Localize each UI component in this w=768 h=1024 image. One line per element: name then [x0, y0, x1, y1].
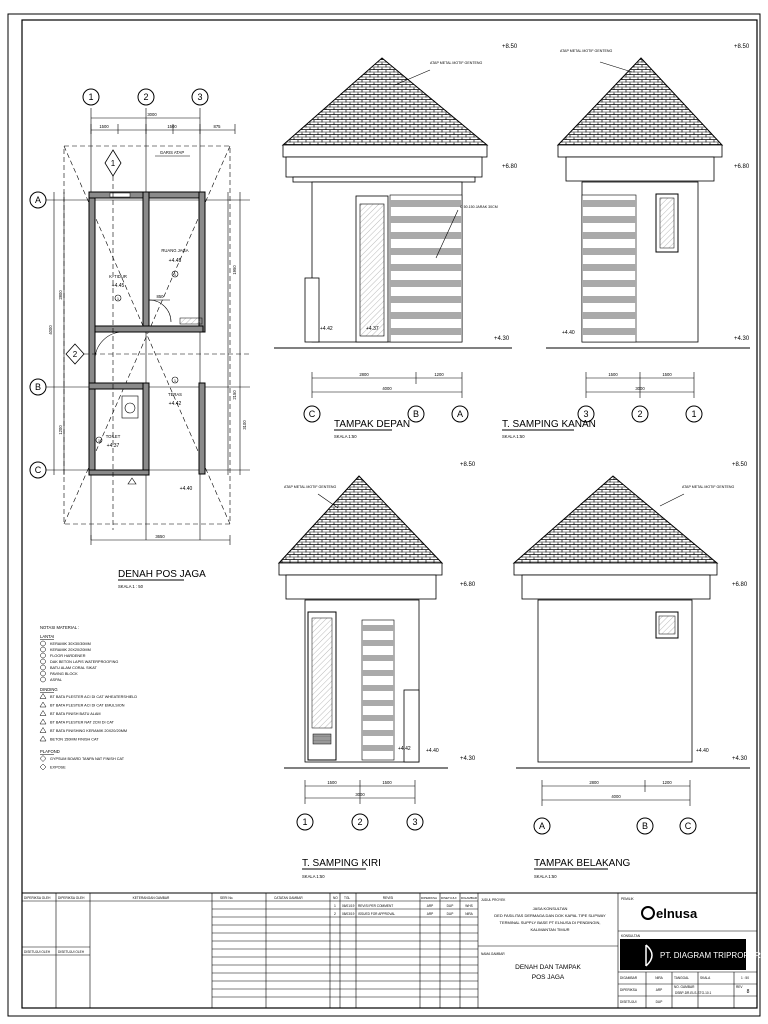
elevation-belakang [514, 462, 750, 879]
level-depan-1: +8.50 [502, 44, 518, 50]
dim-top-3: 1500 [167, 124, 177, 129]
scale-kanan: SKALA 1:50 [502, 434, 525, 439]
title-belakang: TAMPAK BELAKANG [534, 858, 631, 869]
room-name-toilet: TOILET [105, 434, 121, 439]
elevation-depan [274, 44, 518, 439]
tb-header-3: KETERANGAN GAMBAR [132, 896, 170, 900]
meta-2-v: ARP [655, 988, 663, 992]
nama-gambar-label: NAMA GAMBAR [481, 952, 505, 956]
notes-item-lantai-0: KERAMIK 30X30/30MM [50, 642, 91, 646]
dim-depan-1: 2800 [359, 372, 369, 377]
notes-marker-lantai-4 [41, 665, 46, 670]
dim-depan-2: 1200 [434, 372, 444, 377]
rev2-b: DUP [446, 912, 454, 916]
room-level-tidur: +4.45 [111, 283, 125, 289]
roof-note-kanan: ATAP METAL MOTIF GENTENG [560, 49, 613, 53]
notes-item-lantai-1: KERAMIK 20X20/20MM [50, 648, 91, 652]
meta-3-v: DUP [655, 1000, 663, 1004]
tb-header-6: NO [333, 896, 338, 900]
section-marker-1-label: 1 [110, 159, 116, 168]
scale-belakang: SKALA 1:50 [534, 874, 557, 879]
roof-note-belakang: ATAP METAL MOTIF GENTENG [682, 485, 735, 489]
dim-kanan-1: 1500 [608, 372, 618, 377]
dim-right-2: 2150 [232, 390, 237, 400]
judul-line-2: DED FASILITAS DERMAGA DAN DOK KAPAL TIPE SLIPWAY [494, 913, 606, 918]
tb-header-8: REVISI [382, 896, 394, 900]
rev1-tgl: 06/01/19 [342, 904, 355, 908]
rev2-a: ARP [426, 912, 434, 916]
dim-left-2: 4000 [48, 325, 53, 335]
tb-header-11: DIGAMBAR [461, 896, 478, 900]
roof-belakang [514, 476, 717, 563]
notes-header: NOTASI MATERIAL : [40, 625, 80, 630]
plan-title: DENAH POS JAGA [118, 569, 206, 580]
level-kiri-5: +4.30 [460, 756, 476, 762]
notes-marker-lantai-2 [41, 653, 46, 658]
meta-2-k: DIPERIKSA [620, 988, 638, 992]
room-tag-tidur: 1 [116, 296, 120, 301]
level-depan-4: +4.37 [366, 326, 379, 332]
floor-plan [30, 89, 250, 589]
grid-depan-3: A [456, 409, 464, 419]
plan-dims-right [228, 192, 247, 475]
nama-gambar-2: POS JAGA [531, 974, 565, 981]
dim-right-3: 3100 [242, 420, 247, 430]
grid-label-row-B: B [34, 382, 42, 392]
meta-2-v2: DSBP-DR-ELS-STG-10.1 [675, 991, 712, 995]
dim-850: 850 [156, 294, 164, 299]
room-name-tidur: K. TIDUR [109, 274, 127, 279]
notes-marker-plafond-1 [40, 764, 46, 770]
dim-kiri-1: 1500 [327, 780, 337, 785]
level-depan-3: +4.42 [320, 326, 333, 332]
notes-marker-dinding-1 [40, 702, 46, 707]
rev1-revisi: REVISI PER COMMENT [358, 904, 394, 908]
roof-kiri [279, 476, 442, 563]
notes-title-lantai: LANTAI [40, 634, 55, 639]
siding-kanan [582, 195, 636, 342]
level-belakang-1: +8.50 [732, 462, 748, 468]
dim-bottom: 3650 [155, 534, 165, 539]
dim-left-1: 2800 [58, 290, 63, 300]
dim-belakang-2: 1200 [662, 780, 672, 785]
roof-depan [283, 58, 487, 145]
tb-header-7: TGL [344, 896, 351, 900]
siding-kiri [362, 620, 394, 760]
tb-header-1: DIPERIKSA OLEH [24, 896, 51, 900]
judul-line-1: JASA KONSULTAN [532, 906, 568, 911]
level-belakang-2: +6.80 [732, 582, 748, 588]
plan-scale: SKALA 1 : 50 [118, 584, 143, 589]
dim-belakang-3: 4000 [611, 794, 621, 799]
level-kanan-1: +8.50 [734, 44, 750, 50]
title-block [22, 893, 768, 1008]
level-depan-5: +4.30 [494, 336, 510, 342]
rev1-a: ARP [426, 904, 434, 908]
grid-belakang-2: B [641, 821, 649, 831]
grid-label-row-A: A [34, 195, 42, 205]
notes-marker-lantai-5 [41, 671, 46, 676]
rev1-b: DUP [446, 904, 454, 908]
owner-name: elnusa [656, 906, 698, 921]
title-kiri: T. SAMPING KIRI [302, 858, 381, 869]
notes-item-dinding-2: BT BATA FINISH BATU ALAM [50, 712, 101, 716]
level-kanan-4: +4.30 [734, 336, 750, 342]
room-level-teras: +4.42 [168, 401, 182, 407]
notes-item-plafond-0: GYPSUM BOARD TANPA NAT FINISH CAT [50, 757, 125, 761]
pemilik-label: PEMILIK [621, 897, 634, 901]
dim-kiri-3: 3000 [355, 792, 365, 797]
room-tag-teras: 1 [173, 378, 177, 383]
siding-depan [390, 195, 462, 342]
level-depan-2: +6.80 [502, 164, 518, 170]
disetujui-1: DISETUJUI OLEH [24, 950, 51, 954]
level-kanan-3: +4.40 [562, 330, 575, 336]
room-level-jaga: +4.45 [168, 258, 182, 264]
rev1-no: 1 [334, 904, 336, 908]
grid-label-row-C: C [34, 465, 42, 475]
notes-marker-dinding-5 [40, 736, 46, 741]
toilet-fixture [122, 396, 138, 418]
notes-marker-lantai-0 [41, 641, 46, 646]
room-level-toilet: +4.37 [106, 443, 120, 449]
notes-marker-dinding-3 [40, 719, 46, 724]
elevation-kiri [279, 462, 476, 879]
konsultan-label: KONSULTAN [621, 934, 641, 938]
meta-1-k3: SKALA [700, 976, 711, 980]
notes-marker-lantai-3 [41, 659, 46, 664]
notes-item-dinding-4: BT BATA FINISHING KERAMIK 20X20/20MM [50, 729, 128, 733]
garis-atap-label: GARIS ATAP [159, 150, 185, 155]
tb-header-4: SERI No. [220, 896, 234, 900]
title-depan: TAMPAK DEPAN [334, 419, 411, 430]
plan-dims-left [48, 192, 64, 475]
elnusa-logo-icon [642, 907, 654, 919]
grid-kanan-2: 2 [637, 409, 643, 419]
consultant-name: PT. DIAGRAM TRIPROPORSI [660, 951, 768, 960]
dim-top-4: 875 [213, 124, 221, 129]
dim-top-2: 3000 [147, 112, 157, 117]
dim-belakang-1: 2800 [589, 780, 599, 785]
material-notes [40, 625, 137, 770]
section-marker-2-label: 2 [72, 350, 78, 359]
outer-level: +4.40 [179, 486, 193, 492]
grid-label-col-2: 2 [143, 92, 149, 102]
rev2-tgl: 08/03/19 [342, 912, 355, 916]
meta-3-k: DISETUJUI [620, 1000, 637, 1004]
level-kiri-1: +8.50 [460, 462, 476, 468]
rev2-no: 2 [334, 912, 336, 916]
level-belakang-4: +4.30 [732, 756, 748, 762]
plan-dims-top [91, 112, 235, 134]
notes-marker-dinding-2 [40, 711, 46, 716]
notes-title-plafond: PLAFOND [40, 749, 60, 754]
room-tag-toilet: 1 [97, 438, 101, 443]
dim-kanan-2: 1500 [662, 372, 672, 377]
judul-line-3: TERMINAL SUPPLY BASE PT ELNUSA DI PENDINGIN, [499, 920, 601, 925]
notes-item-dinding-5: BETON 150MM FINISH CAT [50, 737, 99, 742]
notes-marker-lantai-6 [41, 677, 46, 682]
plan-grid-rows [30, 192, 250, 478]
dim-kanan-3: 3000 [635, 386, 645, 391]
elevation-kanan [502, 44, 750, 439]
notes-item-lantai-3: DAK BETON LAPIS WATERPROOFING [50, 660, 119, 664]
grid-kanan-3: 1 [691, 409, 697, 419]
notes-marker-lantai-1 [41, 647, 46, 652]
meta-1-v: NIRA [655, 976, 663, 980]
notes-marker-dinding-4 [40, 728, 46, 733]
level-belakang-3: +4.40 [696, 748, 709, 754]
level-kiri-3: +4.42 [398, 746, 411, 752]
meta-2-k3: REV [736, 985, 743, 989]
dim-left-3: 1200 [58, 425, 63, 435]
notes-item-dinding-0: BT BATA PLESTER ACI DI CAT WHEATERSHIELD [50, 695, 138, 699]
door-depan [360, 204, 384, 336]
roof-note-kiri: ATAP METAL MOTIF GENTENG [284, 485, 337, 489]
room-name-teras: TERAS [168, 392, 182, 397]
meta-2-k2: NO. GAMBAR [674, 985, 695, 989]
grid-kiri-1: 1 [302, 817, 308, 827]
tb-header-10: DISETUJUI [441, 896, 457, 900]
scale-kiri: SKALA 1:50 [302, 874, 325, 879]
grid-depan-1: C [308, 409, 316, 419]
title-kanan: T. SAMPING KANAN [502, 419, 596, 430]
tb-header-5: CATATAN GAMBAR [274, 896, 303, 900]
notes-item-lantai-5: PAVING BLOCK [50, 672, 78, 676]
grid-kanan-1: 3 [583, 409, 589, 419]
notes-item-lantai-6: ASPAL [50, 678, 62, 682]
judul-label: JUDUL PROYEK [481, 898, 506, 902]
level-kiri-4: +4.40 [426, 748, 439, 754]
room-tag-jaga: 1 [173, 272, 177, 277]
level-kanan-2: +6.80 [734, 164, 750, 170]
grid-kiri-3: 3 [412, 817, 418, 827]
rev1-c: WHS [465, 904, 473, 908]
grid-label-col-3: 3 [197, 92, 203, 102]
grid-belakang-3: C [684, 821, 692, 831]
nama-gambar-1: DENAH DAN TAMPAK [515, 964, 581, 971]
column-note-depan: C 50.150 JARAK 30CM [460, 205, 498, 209]
tb-header-9: DIPERIKSA [421, 896, 438, 900]
roof-note-depan: ATAP METAL MOTIF GENTENG [430, 61, 483, 65]
notes-marker-plafond-0 [40, 756, 46, 762]
grid-depan-2: B [412, 409, 420, 419]
notes-title-dinding: DINDING [40, 687, 58, 692]
disetujui-2: DISETUJUI OLEH [58, 950, 85, 954]
rev2-c: NIRA [465, 912, 473, 916]
meta-1-k2: TANGGAL [674, 976, 689, 980]
tb-header-2: DIPERIKSA OLEH [58, 896, 85, 900]
notes-marker-dinding-0 [40, 694, 46, 699]
notes-item-lantai-2: FLOOR HARDENER [50, 654, 86, 658]
grid-belakang-1: A [538, 821, 546, 831]
roof-kanan [558, 58, 722, 145]
dim-kiri-2: 1500 [382, 780, 392, 785]
level-kiri-2: +6.80 [460, 582, 476, 588]
plan-walls [89, 192, 205, 475]
grid-label-col-1: 1 [88, 92, 94, 102]
room-name-jaga: RUANG JAGA [161, 248, 189, 253]
notes-item-dinding-3: BT BATA PLESTER NAT 2CM DI CAT [50, 720, 114, 725]
meta-2-v3: 8 [746, 989, 750, 995]
meta-1-v3: 1 : 50 [741, 976, 749, 980]
dim-right-1: 1950 [232, 265, 237, 275]
scale-depan: SKALA 1:50 [334, 434, 357, 439]
dim-top-1: 1500 [99, 124, 109, 129]
notes-item-lantai-4: BATU ALAM CORAL SIKAT [50, 666, 97, 670]
judul-line-4: KALIMANTAN TIMUR [530, 927, 570, 932]
grid-kiri-2: 2 [357, 817, 363, 827]
rev2-revisi: ISSUED FOR APPROVAL [358, 912, 396, 916]
notes-item-dinding-1: BT BATA PLESTER ACI DI CAT EMULSION [50, 703, 125, 708]
dim-depan-3: 4000 [382, 386, 392, 391]
meta-1-k: DIGAMBAR [620, 976, 638, 980]
notes-item-plafond-1: EXPOSE [50, 765, 66, 770]
